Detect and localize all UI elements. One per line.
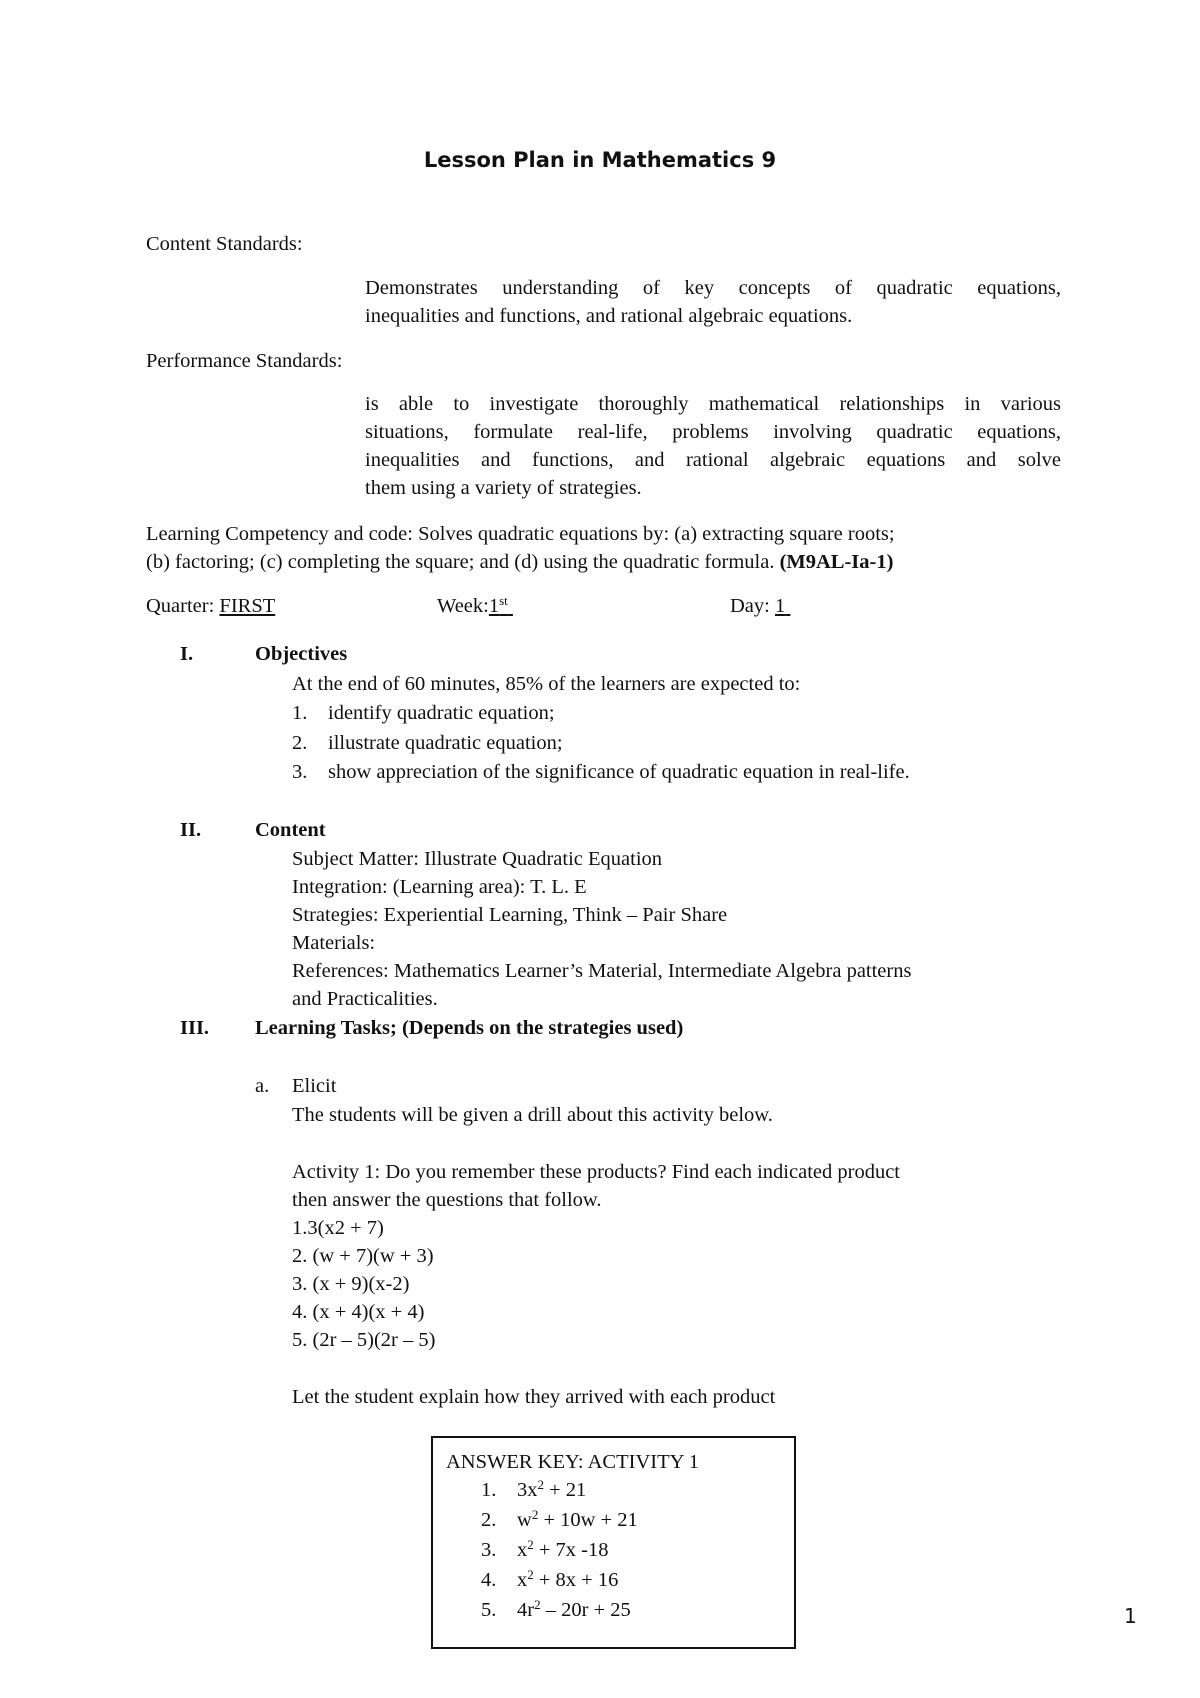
competency-code: (M9AL-Ia-1) xyxy=(779,551,894,573)
answer-key-title: ANSWER KEY: ACTIVITY 1 xyxy=(446,1451,700,1473)
problem-item: 4. (x + 4)(x + 4) xyxy=(292,1301,425,1323)
answer-key-item: 2. $w^2 + 10w + 21$ xyxy=(481,1507,638,1531)
day-field xyxy=(730,592,790,620)
problem-item: 1.3(x2 + 7) xyxy=(292,1217,384,1239)
performance-standards-line: situations, formulate real-life, problems involving quadratic equations, xyxy=(365,421,1061,443)
activity-line: Activity 1: Do you remember these products? Find each indicated product xyxy=(292,1161,900,1183)
content-standards-line: inequalities and functions, and rational algebraic equations. xyxy=(365,305,853,327)
explain-instruction: Let the student explain how they arrived with each product xyxy=(292,1386,776,1408)
performance-standards-label: Performance Standards: xyxy=(146,350,343,372)
learning-competency-line-2 xyxy=(146,548,893,576)
day-label: Day: xyxy=(730,595,770,617)
answer-key-item: 3. $x^2 + 7x$ -18 xyxy=(481,1537,609,1561)
problem-item: 3. (x + 9)(x-2) xyxy=(292,1273,410,1295)
section-numeral-content: II. xyxy=(180,819,202,841)
content-line: Materials: xyxy=(292,932,376,954)
objectives-intro: At the end of 60 minutes, 85% of the learners are expected to: xyxy=(292,673,801,695)
performance-standards-text xyxy=(365,390,1061,502)
content-standards-text xyxy=(365,274,1061,330)
activity-line: then answer the questions that follow. xyxy=(292,1189,602,1211)
problem-item: 5. (2r – 5)(2r – 5) xyxy=(292,1329,436,1351)
objective-item: 3. show appreciation of the significance of quadratic equation in real-life. xyxy=(292,761,910,783)
elicit-title: Elicit xyxy=(292,1075,337,1097)
section-heading-objectives: Objectives xyxy=(255,643,348,665)
performance-standards-line: is able to investigate thoroughly mathematical relationships in various xyxy=(365,393,1061,415)
document-title: Lesson Plan in Mathematics 9 xyxy=(423,148,777,172)
quarter-value: FIRST xyxy=(219,595,276,617)
problem-item: 2. (w + 7)(w + 3) xyxy=(292,1245,434,1267)
elicit-letter: a. xyxy=(255,1075,270,1097)
section-heading-content: Content xyxy=(255,819,326,841)
performance-standards-line: them using a variety of strategies. xyxy=(365,477,642,499)
week-label: Week: xyxy=(437,595,489,617)
learning-competency-text: (b) factoring; (c) completing the square; and (d) using the quadratic formula. xyxy=(146,551,775,573)
answer-key-item: 5. $4r^2 - 20r + 25$ xyxy=(481,1597,631,1621)
content-standards-line: Demonstrates understanding of key concepts of quadratic equations, xyxy=(365,277,1061,299)
section-numeral-objectives: I. xyxy=(180,643,194,665)
content-line: References: Mathematics Learner’s Material, Intermediate Algebra patterns xyxy=(292,960,912,982)
objective-item: 2. illustrate quadratic equation; xyxy=(292,732,563,754)
answer-key-box xyxy=(431,1436,796,1649)
quarter-label: Quarter: xyxy=(146,595,215,617)
performance-standards-line: inequalities and functions, and rational algebraic equations and solve xyxy=(365,449,1061,471)
content-line: Subject Matter: Illustrate Quadratic Equation xyxy=(292,848,663,870)
objective-item: 1. identify quadratic equation; xyxy=(292,702,555,724)
answer-key-item: 4. $x^2 + 8x + 16$ xyxy=(481,1567,619,1591)
week-field xyxy=(437,592,513,620)
content-line: and Practicalities. xyxy=(292,988,438,1010)
page-number: 1 xyxy=(1124,1604,1137,1628)
week-value: 1st xyxy=(488,593,508,617)
section-heading-learning-tasks: Learning Tasks; (Depends on the strategies used) xyxy=(255,1017,684,1039)
content-line: Integration: (Learning area): T. L. E xyxy=(292,876,587,898)
content-line: Strategies: Experiential Learning, Think – Pair Share xyxy=(292,904,728,926)
answer-key-item: 1. $3x^2 + 21$ xyxy=(481,1477,587,1501)
quarter-field xyxy=(146,592,275,620)
content-standards-label: Content Standards: xyxy=(146,233,303,255)
elicit-description: The students will be given a drill about this activity below. xyxy=(292,1104,773,1126)
learning-competency-line: Learning Competency and code: Solves quadratic equations by: (a) extracting square roots; xyxy=(146,523,895,545)
section-numeral-learning-tasks: III. xyxy=(180,1017,210,1039)
day-value: 1 xyxy=(774,595,786,617)
